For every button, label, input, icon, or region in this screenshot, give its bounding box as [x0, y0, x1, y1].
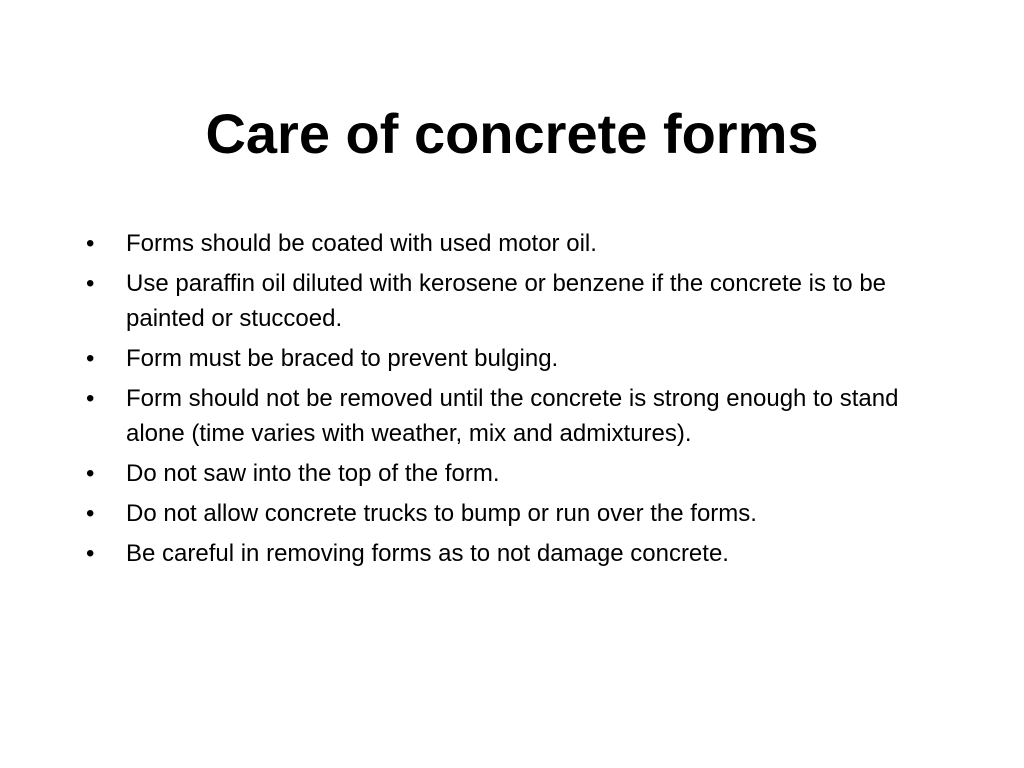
- slide-title: Care of concrete forms: [205, 102, 819, 165]
- bullet-marker: •: [86, 230, 95, 257]
- bullet-item: [84, 536, 954, 571]
- bullet-marker: •: [86, 270, 95, 297]
- bullet-marker: •: [86, 385, 95, 412]
- bullet-text: Do not saw into the top of the form.: [126, 460, 500, 487]
- bullet-text: Use paraffin oil diluted with kerosene or benzene if the concrete is to be painted or stuccoed.: [126, 270, 887, 332]
- bullet-item: [84, 456, 954, 491]
- bullet-item: [84, 381, 954, 451]
- bullet-item: [84, 226, 954, 261]
- bullet-marker: •: [86, 500, 95, 527]
- bullet-text: Do not allow concrete trucks to bump or run over the forms.: [126, 500, 757, 527]
- bullet-text: Form must be braced to prevent bulging.: [126, 345, 559, 372]
- bullet-marker: •: [86, 345, 95, 372]
- bullet-text: Form should not be removed until the concrete is strong enough to stand alone (time varies with weather, mix and admixtures).: [126, 385, 899, 447]
- bullet-marker: •: [86, 540, 95, 567]
- bullet-text: Be careful in removing forms as to not damage concrete.: [126, 540, 729, 567]
- bullet-item: [84, 266, 954, 336]
- bullet-item: [84, 341, 954, 376]
- bullet-text: Forms should be coated with used motor oil.: [126, 230, 597, 257]
- bullet-marker: •: [86, 460, 95, 487]
- bullet-item: [84, 496, 954, 531]
- bullet-list: [84, 226, 954, 576]
